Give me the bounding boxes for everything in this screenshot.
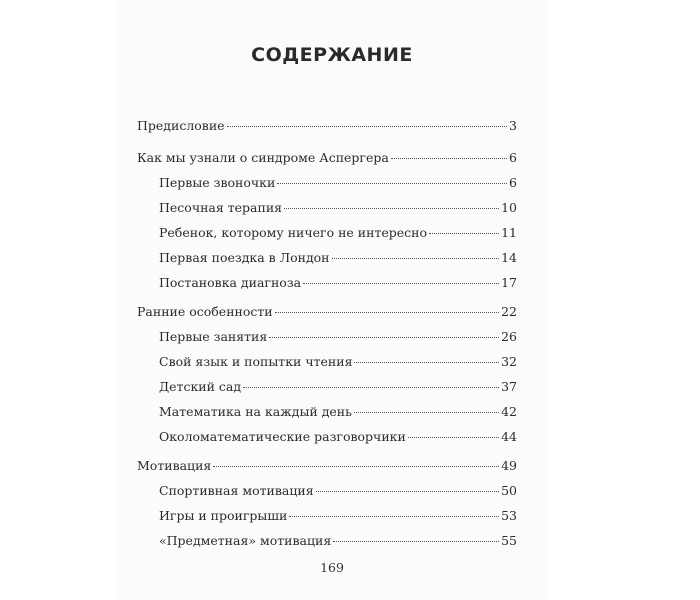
toc-entry-label: Первые звоночки xyxy=(159,175,276,190)
toc-leader-dots xyxy=(332,258,500,259)
toc-leader-dots xyxy=(333,541,499,542)
toc-entry-label: Первые занятия xyxy=(159,329,268,344)
toc-entry-label: Ребенок, которому ничего не интересно xyxy=(159,225,428,240)
toc-entry xyxy=(159,225,517,247)
toc-entry-label: Игры и проигрыши xyxy=(159,508,288,523)
toc-leader-dots xyxy=(277,183,507,184)
toc-leader-dots xyxy=(316,491,500,492)
toc-entry-label: Как мы узнали о синдроме Аспергера xyxy=(137,150,389,165)
book-page xyxy=(117,0,547,600)
toc-leader-dots xyxy=(408,437,499,438)
toc-entry xyxy=(137,150,517,172)
toc-entry-page: 42 xyxy=(501,404,517,419)
toc-entry xyxy=(159,429,517,451)
toc-leader-dots xyxy=(243,387,499,388)
toc-entry-page: 17 xyxy=(501,275,517,290)
toc-entry-label: «Предметная» мотивация xyxy=(159,533,332,548)
toc-leader-dots xyxy=(269,337,499,338)
toc-entry xyxy=(159,483,517,505)
toc-entry xyxy=(159,533,517,555)
toc-entry xyxy=(159,508,517,530)
page-number: 169 xyxy=(320,560,344,575)
toc-entry-page: 53 xyxy=(501,508,517,523)
toc-entry-label: Спортивная мотивация xyxy=(159,483,314,498)
toc-entry-page: 44 xyxy=(501,429,517,444)
toc-entry-page: 49 xyxy=(501,458,517,473)
toc-entry xyxy=(159,200,517,222)
toc-entry xyxy=(137,304,517,326)
toc-leader-dots xyxy=(354,412,499,413)
toc-leader-dots xyxy=(284,208,499,209)
toc-entry-page: 11 xyxy=(501,225,517,240)
toc-entry-page: 32 xyxy=(501,354,517,369)
toc-entry-page: 50 xyxy=(501,483,517,498)
page-title: СОДЕРЖАНИЕ xyxy=(251,44,413,66)
toc-entry-page: 55 xyxy=(501,533,517,548)
toc-leader-dots xyxy=(391,158,507,159)
toc-leader-dots xyxy=(213,466,499,467)
toc-entry xyxy=(159,175,517,197)
toc-leader-dots xyxy=(227,126,507,127)
toc-entry-label: Мотивация xyxy=(137,458,212,473)
toc-leader-dots xyxy=(354,362,499,363)
toc-leader-dots xyxy=(275,312,499,313)
toc-entry xyxy=(137,458,517,480)
toc-entry-label: Ранние особенности xyxy=(137,304,273,319)
toc-entry-page: 14 xyxy=(501,250,517,265)
toc-entry-page: 22 xyxy=(501,304,517,319)
toc-entry-page: 6 xyxy=(509,150,517,165)
toc-entry-page: 6 xyxy=(509,175,517,190)
toc-entry-label: Свой язык и попытки чтения xyxy=(159,354,353,369)
toc-entry-page: 10 xyxy=(501,200,517,215)
toc-entry-label: Предисловие xyxy=(137,118,225,133)
toc-entry xyxy=(159,329,517,351)
toc-entry xyxy=(159,404,517,426)
toc-entry-label: Математика на каждый день xyxy=(159,404,352,419)
toc-entry xyxy=(159,275,517,297)
toc-entry-label: Постановка диагноза xyxy=(159,275,302,290)
toc-entry-page: 3 xyxy=(509,118,517,133)
toc-leader-dots xyxy=(289,516,499,517)
toc-leader-dots xyxy=(429,233,499,234)
toc-entry xyxy=(159,250,517,272)
toc-entry-label: Первая поездка в Лондон xyxy=(159,250,330,265)
toc-entry-page: 37 xyxy=(501,379,517,394)
toc-entry-label: Детский сад xyxy=(159,379,242,394)
toc-entry xyxy=(159,354,517,376)
toc-entry-label: Околоматематические разговорчики xyxy=(159,429,406,444)
toc-entry-page: 26 xyxy=(501,329,517,344)
toc-entry xyxy=(159,379,517,401)
toc-entry xyxy=(137,118,517,140)
toc-leader-dots xyxy=(303,283,499,284)
toc-entry-label: Песочная терапия xyxy=(159,200,283,215)
